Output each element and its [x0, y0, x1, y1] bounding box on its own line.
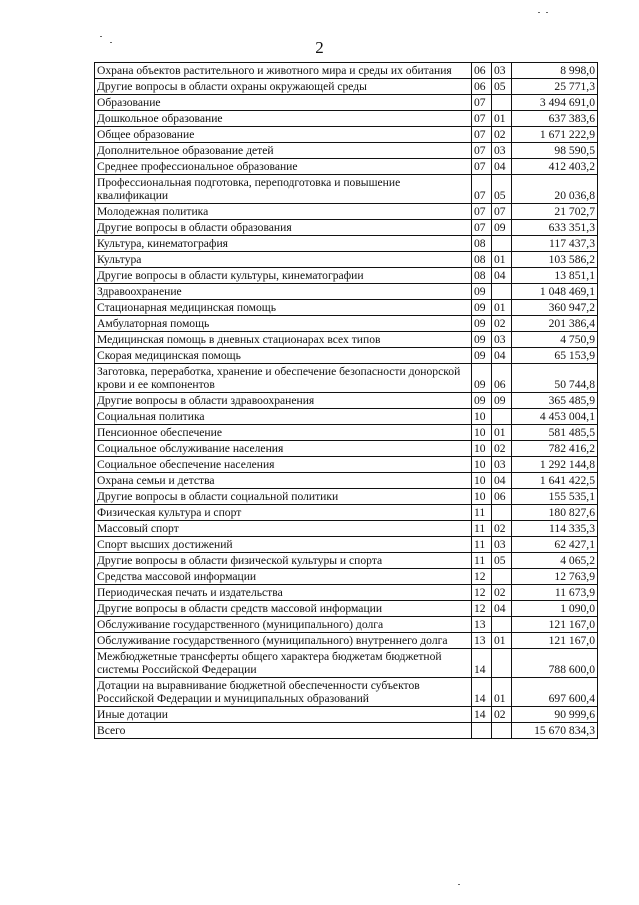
row-subsection-code-cell: 07 [492, 204, 512, 220]
row-subsection-code-cell: 02 [492, 585, 512, 601]
table-row [95, 332, 598, 348]
row-subsection-code-cell: 05 [492, 175, 512, 204]
budget-table-body [95, 63, 598, 739]
row-subsection-code-cell [492, 284, 512, 300]
table-row [95, 220, 598, 236]
row-amount-cell: 8 998,0 [512, 63, 598, 79]
row-amount-cell: 13 851,1 [512, 268, 598, 284]
row-name-cell: Другие вопросы в области охраны окружающей среды [95, 79, 472, 95]
table-row [95, 409, 598, 425]
table-row [95, 649, 598, 678]
row-subsection-code-cell: 01 [492, 111, 512, 127]
table-row [95, 95, 598, 111]
row-subsection-code-cell: 02 [492, 707, 512, 723]
row-name-cell: Другие вопросы в области средств массовой информации [95, 601, 472, 617]
row-amount-cell: 90 999,6 [512, 707, 598, 723]
row-amount-cell: 15 670 834,3 [512, 723, 598, 739]
row-name-cell: Межбюджетные трансферты общего характера бюджетам бюджетной системы Российской Федерации [95, 649, 472, 678]
row-name-cell: Профессиональная подготовка, переподготовка и повышение квалификации [95, 175, 472, 204]
row-section-code-cell: 09 [472, 393, 492, 409]
row-subsection-code-cell: 04 [492, 601, 512, 617]
row-name-cell: Дополнительное образование детей [95, 143, 472, 159]
row-name-cell: Заготовка, переработка, хранение и обеспечение безопасности донорской крови и ее компонентов [95, 364, 472, 393]
row-amount-cell: 412 403,2 [512, 159, 598, 175]
table-row [95, 723, 598, 739]
table-row [95, 143, 598, 159]
scan-speck [538, 12, 540, 13]
row-name-cell: Обслуживание государственного (муниципального) долга [95, 617, 472, 633]
row-name-cell: Молодежная политика [95, 204, 472, 220]
row-name-cell: Амбулаторная помощь [95, 316, 472, 332]
row-subsection-code-cell: 01 [492, 678, 512, 707]
row-amount-cell: 62 427,1 [512, 537, 598, 553]
row-amount-cell: 103 586,2 [512, 252, 598, 268]
row-name-cell: Средства массовой информации [95, 569, 472, 585]
table-row [95, 284, 598, 300]
row-name-cell: Другие вопросы в области физической культуры и спорта [95, 553, 472, 569]
row-subsection-code-cell: 04 [492, 473, 512, 489]
table-row [95, 300, 598, 316]
row-subsection-code-cell: 02 [492, 316, 512, 332]
row-section-code-cell: 07 [472, 143, 492, 159]
row-name-cell: Социальное обслуживание населения [95, 441, 472, 457]
row-name-cell: Другие вопросы в области социальной политики [95, 489, 472, 505]
row-name-cell: Дошкольное образование [95, 111, 472, 127]
row-section-code-cell: 11 [472, 537, 492, 553]
row-section-code-cell: 07 [472, 127, 492, 143]
row-amount-cell: 782 416,2 [512, 441, 598, 457]
row-name-cell: Обслуживание государственного (муниципального) внутреннего долга [95, 633, 472, 649]
row-section-code-cell: 13 [472, 617, 492, 633]
row-amount-cell: 1 641 422,5 [512, 473, 598, 489]
row-subsection-code-cell: 03 [492, 332, 512, 348]
row-section-code-cell: 14 [472, 707, 492, 723]
table-row [95, 268, 598, 284]
row-subsection-code-cell: 01 [492, 633, 512, 649]
row-subsection-code-cell [492, 505, 512, 521]
row-amount-cell: 65 153,9 [512, 348, 598, 364]
row-subsection-code-cell: 03 [492, 63, 512, 79]
row-section-code-cell: 14 [472, 649, 492, 678]
table-row [95, 441, 598, 457]
table-row [95, 505, 598, 521]
row-amount-cell: 11 673,9 [512, 585, 598, 601]
row-section-code-cell: 09 [472, 348, 492, 364]
row-name-cell: Другие вопросы в области здравоохранения [95, 393, 472, 409]
row-name-cell: Скорая медицинская помощь [95, 348, 472, 364]
row-amount-cell: 1 048 469,1 [512, 284, 598, 300]
row-subsection-code-cell: 04 [492, 159, 512, 175]
row-subsection-code-cell: 01 [492, 252, 512, 268]
row-name-cell: Культура [95, 252, 472, 268]
row-name-cell: Всего [95, 723, 472, 739]
row-subsection-code-cell [492, 569, 512, 585]
budget-table [94, 62, 598, 739]
table-row [95, 617, 598, 633]
row-section-code-cell: 07 [472, 95, 492, 111]
row-subsection-code-cell: 02 [492, 521, 512, 537]
table-row [95, 364, 598, 393]
row-section-code-cell: 10 [472, 457, 492, 473]
row-amount-cell: 155 535,1 [512, 489, 598, 505]
row-amount-cell: 4 453 004,1 [512, 409, 598, 425]
table-row [95, 111, 598, 127]
table-row [95, 175, 598, 204]
row-amount-cell: 637 383,6 [512, 111, 598, 127]
table-row [95, 79, 598, 95]
row-amount-cell: 4 065,2 [512, 553, 598, 569]
row-amount-cell: 633 351,3 [512, 220, 598, 236]
row-amount-cell: 365 485,9 [512, 393, 598, 409]
row-section-code-cell: 12 [472, 585, 492, 601]
row-section-code-cell: 07 [472, 220, 492, 236]
row-subsection-code-cell: 02 [492, 441, 512, 457]
table-row [95, 569, 598, 585]
row-amount-cell: 25 771,3 [512, 79, 598, 95]
scan-speck [110, 42, 112, 43]
row-name-cell: Среднее профессиональное образование [95, 159, 472, 175]
row-section-code-cell: 10 [472, 409, 492, 425]
row-amount-cell: 1 292 144,8 [512, 457, 598, 473]
row-amount-cell: 114 335,3 [512, 521, 598, 537]
row-section-code-cell: 12 [472, 601, 492, 617]
row-name-cell: Охрана объектов растительного и животного мира и среды их обитания [95, 63, 472, 79]
table-row [95, 707, 598, 723]
row-subsection-code-cell: 03 [492, 143, 512, 159]
row-name-cell: Охрана семьи и детства [95, 473, 472, 489]
table-row [95, 585, 598, 601]
row-section-code-cell: 07 [472, 159, 492, 175]
row-amount-cell: 21 702,7 [512, 204, 598, 220]
row-name-cell: Спорт высших достижений [95, 537, 472, 553]
row-name-cell: Социальное обеспечение населения [95, 457, 472, 473]
row-subsection-code-cell: 02 [492, 127, 512, 143]
row-section-code-cell: 10 [472, 489, 492, 505]
row-name-cell: Стационарная медицинская помощь [95, 300, 472, 316]
row-subsection-code-cell: 03 [492, 457, 512, 473]
row-subsection-code-cell: 06 [492, 364, 512, 393]
row-name-cell: Физическая культура и спорт [95, 505, 472, 521]
row-amount-cell: 201 386,4 [512, 316, 598, 332]
table-row [95, 489, 598, 505]
table-row [95, 348, 598, 364]
row-name-cell: Социальная политика [95, 409, 472, 425]
row-section-code-cell: 06 [472, 79, 492, 95]
table-row [95, 393, 598, 409]
row-section-code-cell: 10 [472, 473, 492, 489]
row-section-code-cell: 08 [472, 236, 492, 252]
row-name-cell: Массовый спорт [95, 521, 472, 537]
row-section-code-cell: 08 [472, 252, 492, 268]
row-amount-cell: 1 090,0 [512, 601, 598, 617]
row-name-cell: Пенсионное обеспечение [95, 425, 472, 441]
row-subsection-code-cell [492, 649, 512, 678]
row-section-code-cell: 08 [472, 268, 492, 284]
row-name-cell: Здравоохранение [95, 284, 472, 300]
row-section-code-cell: 12 [472, 569, 492, 585]
table-row [95, 425, 598, 441]
row-subsection-code-cell: 09 [492, 393, 512, 409]
row-name-cell: Другие вопросы в области культуры, кинематографии [95, 268, 472, 284]
row-section-code-cell: 09 [472, 316, 492, 332]
scan-speck [100, 36, 102, 37]
row-name-cell: Иные дотации [95, 707, 472, 723]
row-subsection-code-cell: 05 [492, 553, 512, 569]
table-row [95, 159, 598, 175]
row-name-cell: Другие вопросы в области образования [95, 220, 472, 236]
row-amount-cell: 121 167,0 [512, 633, 598, 649]
table-row [95, 457, 598, 473]
row-section-code-cell [472, 723, 492, 739]
table-row [95, 204, 598, 220]
row-amount-cell: 50 744,8 [512, 364, 598, 393]
row-name-cell: Медицинская помощь в дневных стационарах всех типов [95, 332, 472, 348]
row-section-code-cell: 09 [472, 364, 492, 393]
row-section-code-cell: 13 [472, 633, 492, 649]
row-section-code-cell: 07 [472, 175, 492, 204]
row-name-cell: Образование [95, 95, 472, 111]
row-section-code-cell: 11 [472, 505, 492, 521]
row-section-code-cell: 10 [472, 425, 492, 441]
row-amount-cell: 360 947,2 [512, 300, 598, 316]
row-amount-cell: 4 750,9 [512, 332, 598, 348]
row-amount-cell: 581 485,5 [512, 425, 598, 441]
row-subsection-code-cell: 09 [492, 220, 512, 236]
table-row [95, 236, 598, 252]
row-amount-cell: 1 671 222,9 [512, 127, 598, 143]
row-amount-cell: 117 437,3 [512, 236, 598, 252]
row-name-cell: Общее образование [95, 127, 472, 143]
row-subsection-code-cell [492, 236, 512, 252]
row-name-cell: Культура, кинематография [95, 236, 472, 252]
row-subsection-code-cell: 04 [492, 268, 512, 284]
row-section-code-cell: 14 [472, 678, 492, 707]
table-row [95, 601, 598, 617]
row-subsection-code-cell [492, 95, 512, 111]
row-subsection-code-cell [492, 723, 512, 739]
row-name-cell: Периодическая печать и издательства [95, 585, 472, 601]
row-subsection-code-cell: 01 [492, 300, 512, 316]
table-row [95, 473, 598, 489]
table-row [95, 678, 598, 707]
row-amount-cell: 98 590,5 [512, 143, 598, 159]
table-row [95, 553, 598, 569]
scan-speck [546, 12, 548, 13]
row-section-code-cell: 07 [472, 204, 492, 220]
row-amount-cell: 180 827,6 [512, 505, 598, 521]
row-name-cell: Дотации на выравнивание бюджетной обеспеченности субъектов Российской Федерации и муниципальных образований [95, 678, 472, 707]
table-row [95, 633, 598, 649]
table-row [95, 127, 598, 143]
row-section-code-cell: 07 [472, 111, 492, 127]
row-subsection-code-cell: 04 [492, 348, 512, 364]
row-subsection-code-cell: 05 [492, 79, 512, 95]
row-subsection-code-cell [492, 409, 512, 425]
row-section-code-cell: 09 [472, 332, 492, 348]
table-row [95, 316, 598, 332]
row-subsection-code-cell [492, 617, 512, 633]
table-row [95, 252, 598, 268]
row-amount-cell: 697 600,4 [512, 678, 598, 707]
row-section-code-cell: 11 [472, 521, 492, 537]
row-section-code-cell: 09 [472, 300, 492, 316]
table-row [95, 521, 598, 537]
row-section-code-cell: 06 [472, 63, 492, 79]
row-section-code-cell: 10 [472, 441, 492, 457]
row-amount-cell: 12 763,9 [512, 569, 598, 585]
row-section-code-cell: 09 [472, 284, 492, 300]
row-subsection-code-cell: 06 [492, 489, 512, 505]
row-section-code-cell: 11 [472, 553, 492, 569]
row-amount-cell: 788 600,0 [512, 649, 598, 678]
scan-speck [458, 884, 460, 885]
row-amount-cell: 3 494 691,0 [512, 95, 598, 111]
row-amount-cell: 20 036,8 [512, 175, 598, 204]
row-subsection-code-cell: 01 [492, 425, 512, 441]
page-number: 2 [315, 38, 324, 57]
table-row [95, 63, 598, 79]
row-amount-cell: 121 167,0 [512, 617, 598, 633]
table-row [95, 537, 598, 553]
row-subsection-code-cell: 03 [492, 537, 512, 553]
